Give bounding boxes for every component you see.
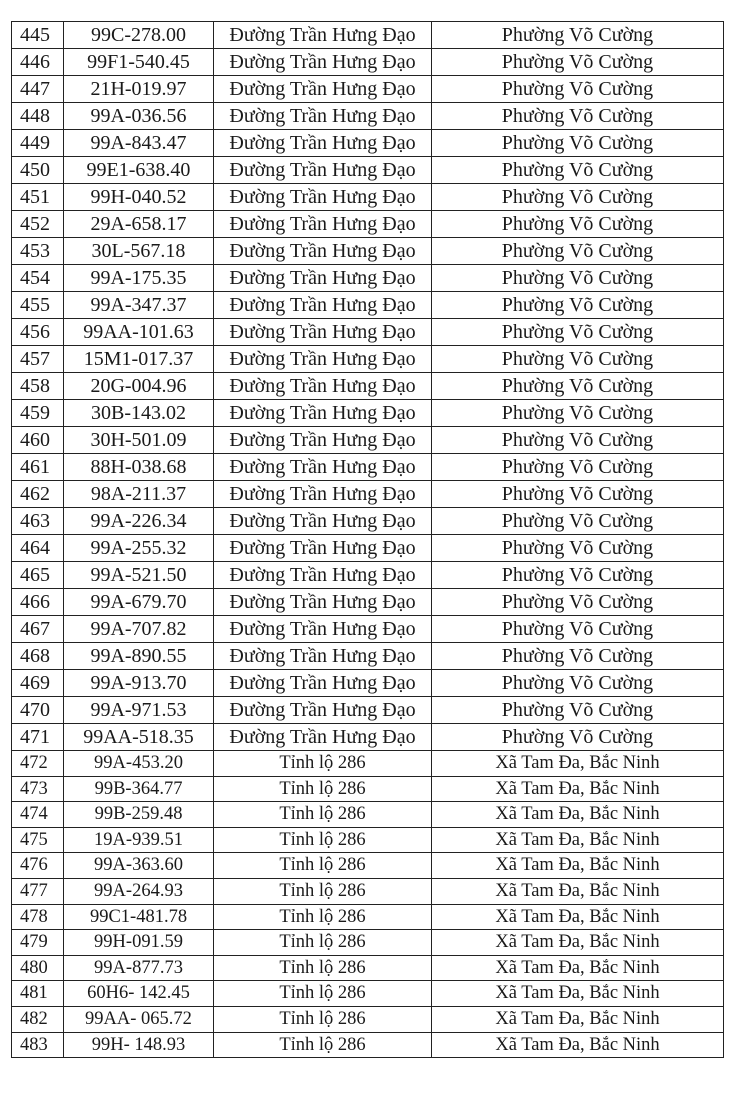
cell-area: Phường Võ Cường	[432, 346, 724, 373]
cell-area: Xã Tam Đa, Bắc Ninh	[432, 751, 724, 777]
cell-area: Phường Võ Cường	[432, 589, 724, 616]
cell-area: Xã Tam Đa, Bắc Ninh	[432, 853, 724, 879]
cell-area: Phường Võ Cường	[432, 184, 724, 211]
cell-stt: 453	[12, 238, 64, 265]
table-row	[12, 697, 724, 724]
cell-plate: 99A-521.50	[64, 562, 214, 589]
cell-plate: 99A-453.20	[64, 751, 214, 777]
cell-road: Tỉnh lộ 286	[214, 955, 432, 981]
cell-stt: 476	[12, 853, 64, 879]
cell-area: Phường Võ Cường	[432, 481, 724, 508]
cell-road: Đường Trần Hưng Đạo	[214, 643, 432, 670]
cell-stt: 480	[12, 955, 64, 981]
cell-stt: 452	[12, 211, 64, 238]
cell-area: Phường Võ Cường	[432, 616, 724, 643]
cell-road: Tỉnh lộ 286	[214, 1032, 432, 1058]
cell-road: Đường Trần Hưng Đạo	[214, 157, 432, 184]
cell-area: Phường Võ Cường	[432, 157, 724, 184]
cell-area: Phường Võ Cường	[432, 265, 724, 292]
cell-stt: 465	[12, 562, 64, 589]
cell-area: Phường Võ Cường	[432, 103, 724, 130]
cell-area: Phường Võ Cường	[432, 400, 724, 427]
table-row	[12, 1006, 724, 1032]
cell-area: Phường Võ Cường	[432, 49, 724, 76]
cell-stt: 451	[12, 184, 64, 211]
cell-area: Xã Tam Đa, Bắc Ninh	[432, 904, 724, 930]
cell-road: Đường Trần Hưng Đạo	[214, 373, 432, 400]
table-row	[12, 22, 724, 49]
cell-road: Tỉnh lộ 286	[214, 904, 432, 930]
table-row	[12, 616, 724, 643]
cell-area: Phường Võ Cường	[432, 454, 724, 481]
cell-stt: 475	[12, 827, 64, 853]
cell-road: Tỉnh lộ 286	[214, 827, 432, 853]
cell-plate: 30L-567.18	[64, 238, 214, 265]
cell-stt: 460	[12, 427, 64, 454]
cell-road: Tỉnh lộ 286	[214, 853, 432, 879]
cell-road: Tỉnh lộ 286	[214, 1006, 432, 1032]
table-row	[12, 670, 724, 697]
cell-plate: 29A-658.17	[64, 211, 214, 238]
cell-plate: 99A-843.47	[64, 130, 214, 157]
cell-road: Đường Trần Hưng Đạo	[214, 22, 432, 49]
table-row	[12, 508, 724, 535]
table-row	[12, 1032, 724, 1058]
cell-area: Xã Tam Đa, Bắc Ninh	[432, 981, 724, 1007]
table-row	[12, 562, 724, 589]
cell-stt: 471	[12, 724, 64, 751]
cell-plate: 99A-036.56	[64, 103, 214, 130]
table-row	[12, 853, 724, 879]
table-row	[12, 751, 724, 777]
cell-road: Tỉnh lộ 286	[214, 802, 432, 828]
cell-plate: 99B-364.77	[64, 776, 214, 802]
cell-stt: 482	[12, 1006, 64, 1032]
table-row	[12, 292, 724, 319]
cell-road: Đường Trần Hưng Đạo	[214, 670, 432, 697]
cell-plate: 99C-278.00	[64, 22, 214, 49]
table-row	[12, 724, 724, 751]
cell-road: Đường Trần Hưng Đạo	[214, 265, 432, 292]
table-row	[12, 589, 724, 616]
cell-road: Đường Trần Hưng Đạo	[214, 481, 432, 508]
table-row	[12, 373, 724, 400]
cell-stt: 448	[12, 103, 64, 130]
table-row	[12, 238, 724, 265]
cell-road: Đường Trần Hưng Đạo	[214, 535, 432, 562]
cell-plate: 99A-913.70	[64, 670, 214, 697]
table-row	[12, 49, 724, 76]
table-row	[12, 265, 724, 292]
cell-plate: 99A-679.70	[64, 589, 214, 616]
cell-stt: 445	[12, 22, 64, 49]
cell-area: Phường Võ Cường	[432, 22, 724, 49]
cell-plate: 15M1-017.37	[64, 346, 214, 373]
violations-table	[11, 21, 724, 1058]
table-row	[12, 211, 724, 238]
cell-stt: 473	[12, 776, 64, 802]
cell-plate: 99C1-481.78	[64, 904, 214, 930]
cell-plate: 20G-004.96	[64, 373, 214, 400]
cell-road: Đường Trần Hưng Đạo	[214, 697, 432, 724]
cell-stt: 464	[12, 535, 64, 562]
table-row	[12, 955, 724, 981]
cell-stt: 456	[12, 319, 64, 346]
cell-stt: 462	[12, 481, 64, 508]
cell-area: Phường Võ Cường	[432, 319, 724, 346]
cell-road: Tỉnh lộ 286	[214, 981, 432, 1007]
table-row	[12, 535, 724, 562]
table-row	[12, 930, 724, 956]
table-row	[12, 103, 724, 130]
cell-stt: 455	[12, 292, 64, 319]
cell-stt: 467	[12, 616, 64, 643]
cell-area: Xã Tam Đa, Bắc Ninh	[432, 1032, 724, 1058]
table-row	[12, 184, 724, 211]
cell-plate: 21H-019.97	[64, 76, 214, 103]
cell-stt: 459	[12, 400, 64, 427]
cell-plate: 19A-939.51	[64, 827, 214, 853]
cell-stt: 449	[12, 130, 64, 157]
cell-stt: 481	[12, 981, 64, 1007]
cell-stt: 454	[12, 265, 64, 292]
cell-area: Xã Tam Đa, Bắc Ninh	[432, 802, 724, 828]
cell-plate: 99A-264.93	[64, 878, 214, 904]
table-row	[12, 427, 724, 454]
cell-stt: 458	[12, 373, 64, 400]
table-row	[12, 904, 724, 930]
cell-stt: 469	[12, 670, 64, 697]
cell-plate: 99A-890.55	[64, 643, 214, 670]
cell-stt: 468	[12, 643, 64, 670]
cell-area: Phường Võ Cường	[432, 238, 724, 265]
cell-plate: 99AA- 065.72	[64, 1006, 214, 1032]
cell-plate: 99A-877.73	[64, 955, 214, 981]
cell-stt: 446	[12, 49, 64, 76]
cell-road: Đường Trần Hưng Đạo	[214, 427, 432, 454]
cell-plate: 99F1-540.45	[64, 49, 214, 76]
cell-road: Tỉnh lộ 286	[214, 776, 432, 802]
cell-road: Đường Trần Hưng Đạo	[214, 103, 432, 130]
cell-area: Phường Võ Cường	[432, 697, 724, 724]
table-row	[12, 802, 724, 828]
cell-plate: 99H- 148.93	[64, 1032, 214, 1058]
table-body	[12, 22, 724, 1058]
cell-road: Đường Trần Hưng Đạo	[214, 562, 432, 589]
cell-plate: 99A-707.82	[64, 616, 214, 643]
cell-road: Đường Trần Hưng Đạo	[214, 49, 432, 76]
cell-road: Đường Trần Hưng Đạo	[214, 292, 432, 319]
cell-road: Đường Trần Hưng Đạo	[214, 508, 432, 535]
cell-road: Đường Trần Hưng Đạo	[214, 238, 432, 265]
cell-stt: 478	[12, 904, 64, 930]
cell-plate: 99AA-101.63	[64, 319, 214, 346]
cell-plate: 99A-347.37	[64, 292, 214, 319]
cell-plate: 99B-259.48	[64, 802, 214, 828]
cell-plate: 99H-040.52	[64, 184, 214, 211]
cell-area: Xã Tam Đa, Bắc Ninh	[432, 776, 724, 802]
cell-area: Phường Võ Cường	[432, 427, 724, 454]
cell-plate: 60H6- 142.45	[64, 981, 214, 1007]
cell-plate: 30B-143.02	[64, 400, 214, 427]
table-row	[12, 157, 724, 184]
cell-road: Đường Trần Hưng Đạo	[214, 454, 432, 481]
cell-stt: 457	[12, 346, 64, 373]
cell-plate: 99AA-518.35	[64, 724, 214, 751]
table-row	[12, 827, 724, 853]
cell-area: Xã Tam Đa, Bắc Ninh	[432, 1006, 724, 1032]
table-row	[12, 400, 724, 427]
cell-plate: 99A-175.35	[64, 265, 214, 292]
cell-road: Đường Trần Hưng Đạo	[214, 400, 432, 427]
cell-plate: 99A-226.34	[64, 508, 214, 535]
cell-area: Phường Võ Cường	[432, 76, 724, 103]
cell-area: Phường Võ Cường	[432, 670, 724, 697]
cell-area: Phường Võ Cường	[432, 130, 724, 157]
cell-road: Đường Trần Hưng Đạo	[214, 589, 432, 616]
cell-plate: 99A-971.53	[64, 697, 214, 724]
cell-road: Đường Trần Hưng Đạo	[214, 130, 432, 157]
table-row	[12, 319, 724, 346]
cell-road: Đường Trần Hưng Đạo	[214, 346, 432, 373]
table-row	[12, 130, 724, 157]
table-row	[12, 776, 724, 802]
cell-area: Xã Tam Đa, Bắc Ninh	[432, 878, 724, 904]
cell-area: Phường Võ Cường	[432, 211, 724, 238]
cell-area: Phường Võ Cường	[432, 535, 724, 562]
cell-road: Tỉnh lộ 286	[214, 751, 432, 777]
cell-stt: 477	[12, 878, 64, 904]
cell-area: Phường Võ Cường	[432, 508, 724, 535]
cell-road: Đường Trần Hưng Đạo	[214, 76, 432, 103]
cell-plate: 98A-211.37	[64, 481, 214, 508]
cell-plate: 88H-038.68	[64, 454, 214, 481]
cell-area: Phường Võ Cường	[432, 643, 724, 670]
table-row	[12, 454, 724, 481]
cell-road: Đường Trần Hưng Đạo	[214, 616, 432, 643]
cell-road: Tỉnh lộ 286	[214, 878, 432, 904]
cell-stt: 483	[12, 1032, 64, 1058]
cell-stt: 479	[12, 930, 64, 956]
cell-area: Phường Võ Cường	[432, 562, 724, 589]
table-row	[12, 76, 724, 103]
cell-stt: 447	[12, 76, 64, 103]
cell-plate: 99H-091.59	[64, 930, 214, 956]
cell-stt: 466	[12, 589, 64, 616]
cell-stt: 474	[12, 802, 64, 828]
cell-area: Xã Tam Đa, Bắc Ninh	[432, 827, 724, 853]
cell-area: Xã Tam Đa, Bắc Ninh	[432, 955, 724, 981]
cell-area: Phường Võ Cường	[432, 724, 724, 751]
table-row	[12, 878, 724, 904]
cell-plate: 99A-363.60	[64, 853, 214, 879]
table-row	[12, 643, 724, 670]
cell-stt: 450	[12, 157, 64, 184]
cell-road: Tỉnh lộ 286	[214, 930, 432, 956]
cell-area: Xã Tam Đa, Bắc Ninh	[432, 930, 724, 956]
cell-road: Đường Trần Hưng Đạo	[214, 211, 432, 238]
cell-stt: 461	[12, 454, 64, 481]
cell-stt: 470	[12, 697, 64, 724]
cell-plate: 99A-255.32	[64, 535, 214, 562]
table-row	[12, 346, 724, 373]
cell-area: Phường Võ Cường	[432, 292, 724, 319]
cell-road: Đường Trần Hưng Đạo	[214, 724, 432, 751]
cell-road: Đường Trần Hưng Đạo	[214, 319, 432, 346]
cell-road: Đường Trần Hưng Đạo	[214, 184, 432, 211]
cell-plate: 99E1-638.40	[64, 157, 214, 184]
table-row	[12, 481, 724, 508]
cell-stt: 463	[12, 508, 64, 535]
cell-plate: 30H-501.09	[64, 427, 214, 454]
table-row	[12, 981, 724, 1007]
cell-area: Phường Võ Cường	[432, 373, 724, 400]
cell-stt: 472	[12, 751, 64, 777]
